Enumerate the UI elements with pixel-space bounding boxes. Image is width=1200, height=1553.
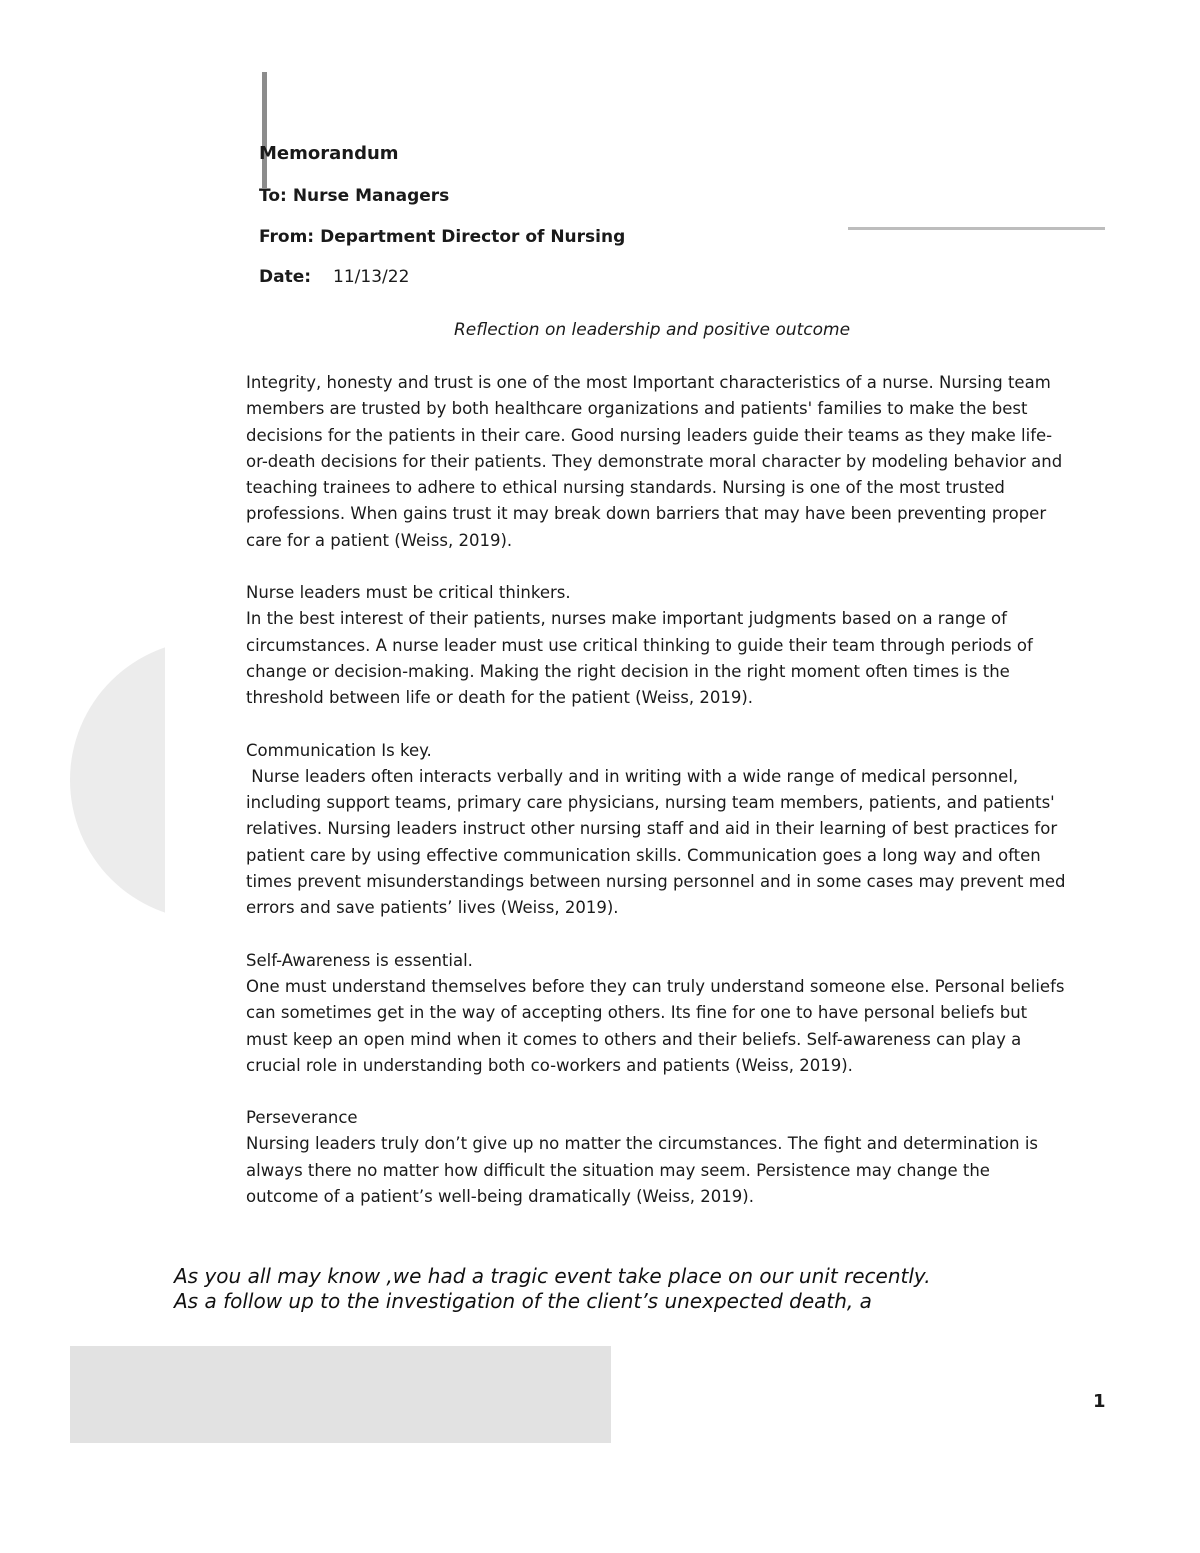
closing-line-2: As a follow up to the investigation of the client’s unexpected death, a [174, 1289, 872, 1313]
paragraph-heading: Nurse leaders must be critical thinkers. [246, 583, 571, 603]
paragraph-heading: Communication Is key. [246, 740, 432, 760]
closing-line-1: As you all may know ,we had a tragic event take place on our unit recently. [174, 1264, 931, 1288]
from-label: From: [259, 227, 315, 247]
date-value: 11/13/22 [333, 267, 410, 287]
memo-to [259, 186, 449, 206]
paragraph-text: Nurse leaders often interacts verbally and in writing with a wide range of medical personnel, including support teams, primary care physicians, nursing team members, patients, and patients' relatives. Nursing leaders instruct other nursing staff and aid in their learning of best practices for patient care by using effective communication skills. Communication goes a long way and often times prevent misunderstandings between nursing personnel and in some cases may prevent med errors and save patients’ lives (Weiss, 2019). [246, 766, 1071, 918]
closing-statement [174, 1264, 1094, 1314]
paragraph-critical-thinking [246, 580, 1066, 711]
header-rule [848, 227, 1105, 230]
memo-date [259, 267, 409, 287]
paragraph-text: Nursing leaders truly don’t give up no matter the circumstances. The fight and determination is always there no matter how difficult the situation may seem. Persistence may change the outcome of a patient’s well-being dramatically (Weiss, 2019). [246, 1134, 1039, 1207]
paragraph-text: One must understand themselves before they can truly understand someone else. Personal beliefs can sometimes get in the way of accepting others. Its fine for one to have personal beliefs but must keep an open mind when it comes to others and their beliefs. Self-awareness can play a crucial role in understanding both co-workers and patients (Weiss, 2019). [246, 976, 1065, 1075]
paragraph-text: Integrity, honesty and trust is one of the most Important characteristics of a nurse. Nursing team members are trusted by both healthcare organizations and patients' families to make the best decisions for the patients in their care. Good nursing leaders guide their teams as they make life-or-death decisions for their patients. They demonstrate moral character by modeling behavior and teaching trainees to adhere to ethical nursing standards. Nursing is one of the most trusted professions. When gains trust it may break down barriers that may have been preventing proper care for a patient (Weiss, 2019). [246, 373, 1063, 550]
margin-bar [262, 72, 267, 188]
paragraph-heading: Self-Awareness is essential. [246, 950, 473, 970]
paragraph-perseverance [246, 1105, 1066, 1210]
memo-title: Memorandum [259, 143, 399, 164]
to-value: Nurse Managers [292, 186, 450, 206]
memo-body [246, 370, 1071, 1236]
paragraph-heading: Perseverance [246, 1108, 358, 1128]
memo-subject: Reflection on leadership and positive outcome [453, 320, 851, 340]
memo-from [259, 227, 625, 247]
paragraph-text: In the best interest of their patients, nurses make important judgments based on a range of circumstances. A nurse leader must use critical thinking to guide their team through periods of change or decision-making. Making the right decision in the right moment often times is the threshold between life or death for the patient (Weiss, 2019). [246, 609, 1033, 708]
from-value: Department Director of Nursing [320, 227, 626, 247]
date-label: Date: [259, 267, 312, 287]
page-number: 1 [1093, 1391, 1106, 1412]
paragraph-self-awareness [246, 948, 1066, 1079]
paragraph-communication [246, 738, 1071, 922]
footer-shape [70, 1346, 611, 1443]
paragraph-integrity [246, 370, 1066, 554]
to-label: To: [259, 186, 287, 206]
